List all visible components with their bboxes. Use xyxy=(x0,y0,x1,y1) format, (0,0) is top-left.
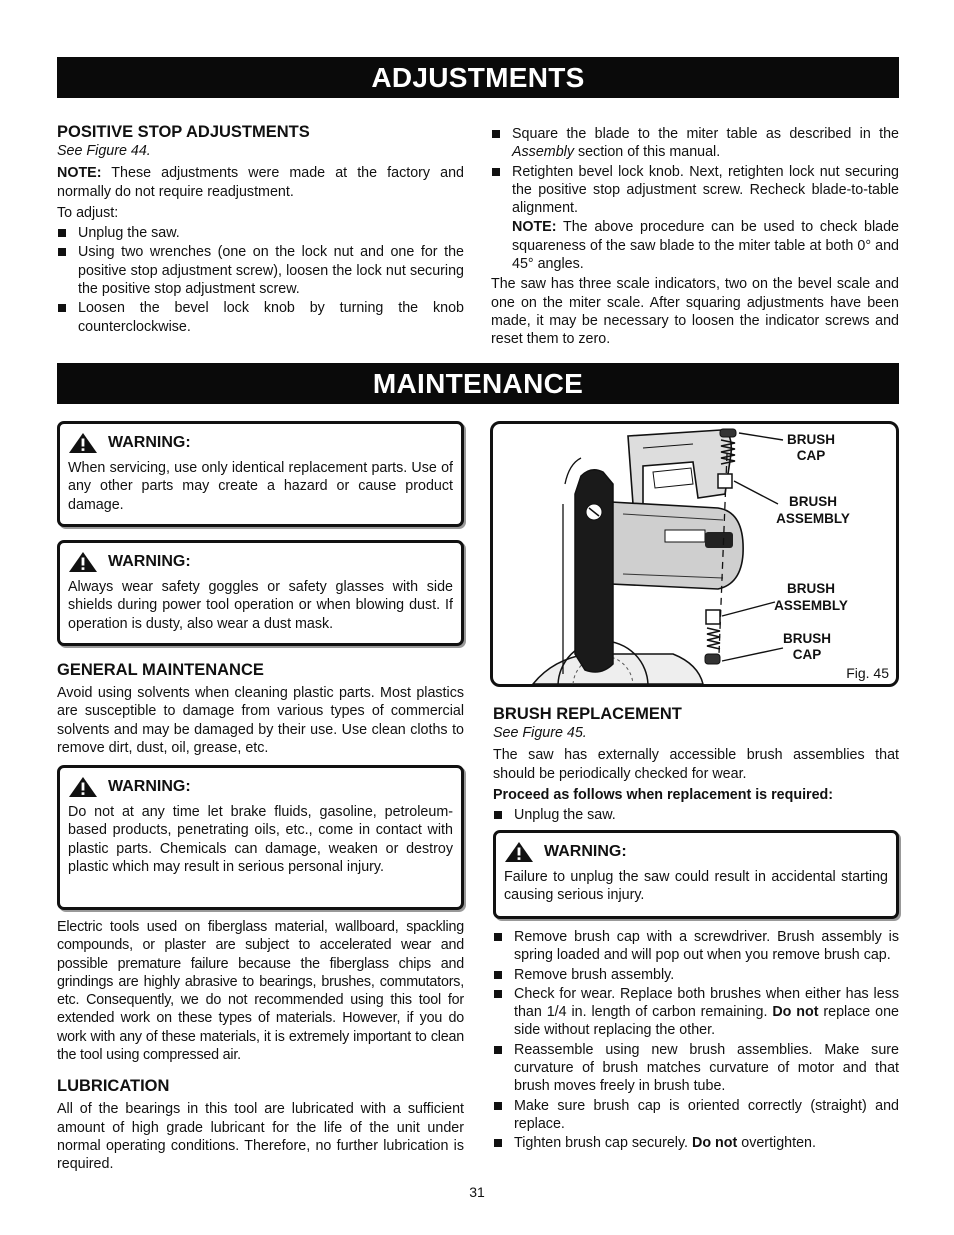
list-item: Loosen the bevel lock knob by turning the knob counterclockwise. xyxy=(57,299,464,336)
brush-intro: The saw has externally accessible brush assemblies that should be periodically checked for wear. xyxy=(493,747,899,782)
step-text: replace one side without replacing the other. xyxy=(514,1004,899,1039)
note-label: NOTE: xyxy=(512,219,557,236)
list-item: Unplug the saw. xyxy=(57,224,464,242)
list-item: Reassemble using new brush assemblies. Make sure curvature of brush matches curvature of motor and that brush moves freely in brush tube. xyxy=(493,1041,899,1096)
warning-title: WARNING: xyxy=(108,433,191,451)
page-number: 31 xyxy=(469,1184,485,1200)
list-item: Remove brush cap with a screwdriver. Brush assembly is spring loaded and will pop out when you remove brush cap. xyxy=(493,928,899,965)
fiberglass-text: Electric tools used on fiberglass material, wallboard, spackling compounds, or plaster are subject to accelerated wear and possible premature failure because the fiberglass chips and grindings are highly abrasive to bearings, brushes, commutators, etc. Consequently, we do not recommended using this tool for extended work on these types of materials. However, if you do work with any of these materials, it is extremely important to clean the tool using compressed air. xyxy=(57,919,464,1064)
brush-replacement-section xyxy=(493,704,899,825)
label-brush-assembly-top-1: BRUSH xyxy=(788,494,838,509)
general-maintenance-section xyxy=(57,660,464,760)
list-item: Retighten bevel lock knob. Next, retighten lock nut securing the positive stop adjustment screw. Recheck blade-to-table alignment. xyxy=(491,163,899,218)
warning-header xyxy=(68,551,453,573)
positive-stop-section xyxy=(57,122,464,337)
warning-text: When servicing, use only identical replacement parts. Use of any other parts may create a hazard or cause product damage. xyxy=(68,460,453,513)
positive-stop-steps xyxy=(57,224,464,336)
do-not-bold: Do not xyxy=(692,1135,738,1152)
warning-title: WARNING: xyxy=(544,842,627,860)
warning-box-safety-goggles xyxy=(57,540,464,646)
warning-triangle-icon xyxy=(68,776,98,798)
warning-box-unplug xyxy=(493,830,899,919)
step-text: overtighten. xyxy=(737,1135,816,1152)
label-brush-assembly-top-2: ASSEMBLY xyxy=(776,511,850,526)
lubrication-heading: LUBRICATION xyxy=(57,1077,170,1096)
list-item: Using two wrenches (one on the lock nut and one for the positive stop adjustment screw), loosen the lock nut securing the positive stop adjustment screw. xyxy=(57,243,464,298)
adjustments-banner: ADJUSTMENTS xyxy=(57,57,899,98)
positive-stop-heading: POSITIVE STOP ADJUSTMENTS xyxy=(57,123,310,141)
scale-indicators-text: The saw has three scale indicators, two on the bevel scale and one on the miter scale. After squaring adjustments have been made, it may be necessary to loosen the indicator screws and reset them to zero. xyxy=(491,276,899,348)
warning-box-brake-fluids xyxy=(57,765,464,910)
note-text: These adjustments were made at the factory and normally do not require readjustment. xyxy=(57,165,464,200)
warning-triangle-icon xyxy=(504,841,534,863)
warning-triangle-icon xyxy=(68,432,98,454)
label-brush-cap-top-1: BRUSH xyxy=(786,432,836,447)
adjustments-right-column xyxy=(491,125,899,352)
note-text: The above procedure can be used to check blade squareness of the saw blade to the miter table at both 0° and 45° angles. xyxy=(512,219,899,273)
warning-title: WARNING: xyxy=(108,777,191,795)
list-item xyxy=(493,985,899,1040)
warning-box-replacement-parts xyxy=(57,421,464,527)
step-text: Check for wear. Replace both brushes when either has less than 1/4 in. length of carbon remaining. xyxy=(514,985,899,1021)
warning-header xyxy=(68,776,453,798)
warning-triangle-icon xyxy=(68,551,98,573)
label-brush-cap-bottom-2: CAP xyxy=(792,647,822,662)
brush-steps xyxy=(493,928,899,1153)
list-item xyxy=(491,125,899,162)
see-figure-45: See Figure 45. xyxy=(493,725,587,741)
step-text: section of this manual. xyxy=(573,144,721,161)
general-maintenance-heading: GENERAL MAINTENANCE xyxy=(57,661,264,679)
label-brush-cap-bottom-1: BRUSH xyxy=(782,631,832,646)
label-brush-cap-top-2: CAP xyxy=(796,448,826,463)
lubrication-text: All of the bearings in this tool are lubricated with a sufficient amount of high grade lubricant for the life of the unit under normal operating conditions. Therefore, no further lubrication is required. xyxy=(57,1101,464,1173)
to-adjust-label: To adjust: xyxy=(57,204,119,221)
figure-caption: Fig. 45 xyxy=(846,665,889,681)
list-item: Unplug the saw. xyxy=(493,806,899,824)
brush-unplug-list xyxy=(493,806,899,824)
list-item: Remove brush assembly. xyxy=(493,966,899,984)
label-brush-assembly-bottom-2: ASSEMBLY xyxy=(774,598,848,613)
positive-stop-note xyxy=(57,164,464,201)
brush-replacement-heading: BRUSH REPLACEMENT xyxy=(493,705,682,723)
brush-proceed: Proceed as follows when replacement is required: xyxy=(493,786,834,803)
list-item xyxy=(493,1134,899,1152)
fiberglass-section xyxy=(57,918,464,1177)
saw-illustration xyxy=(493,424,896,684)
note-label: NOTE: xyxy=(57,165,102,182)
see-figure-44: See Figure 44. xyxy=(57,143,151,159)
warning-header xyxy=(504,841,888,863)
warning-text: Failure to unplug the saw could result in accidental starting causing serious injury. xyxy=(504,869,888,904)
assembly-italic: Assembly xyxy=(512,144,574,161)
do-not-bold: Do not xyxy=(772,1004,819,1021)
adjustments-right-steps xyxy=(491,125,899,217)
warning-header xyxy=(68,432,453,454)
general-maintenance-text: Avoid using solvents when cleaning plastic parts. Most plastics are susceptible to damage from various types of commercial solvents and may be damaged by their use. Use clean cloths to remove dirt, dust, oil, grease, etc. xyxy=(57,685,464,756)
warning-text: Always wear safety goggles or safety glasses with side shields during power tool operation or when blowing dust. If operation is dusty, also wear a dust mask. xyxy=(68,579,453,632)
step-text: Square the blade to the miter table as described in the xyxy=(512,126,899,142)
blade-squareness-note xyxy=(491,218,899,273)
maintenance-banner: MAINTENANCE xyxy=(57,363,899,404)
warning-text: Do not at any time let brake fluids, gasoline, petroleum-based products, penetrating oils, etc., come in contact with plastic parts. Chemicals can damage, weaken or destroy plastic which may result in serious personal injury. xyxy=(68,804,453,875)
step-text: Tighten brush cap securely. xyxy=(514,1135,693,1152)
warning-title: WARNING: xyxy=(108,552,191,570)
list-item: Make sure brush cap is oriented correctly (straight) and replace. xyxy=(493,1097,899,1134)
label-brush-assembly-bottom-1: BRUSH xyxy=(786,581,836,596)
brush-steps-section xyxy=(493,928,899,1154)
figure-45-brush-diagram xyxy=(490,421,899,687)
